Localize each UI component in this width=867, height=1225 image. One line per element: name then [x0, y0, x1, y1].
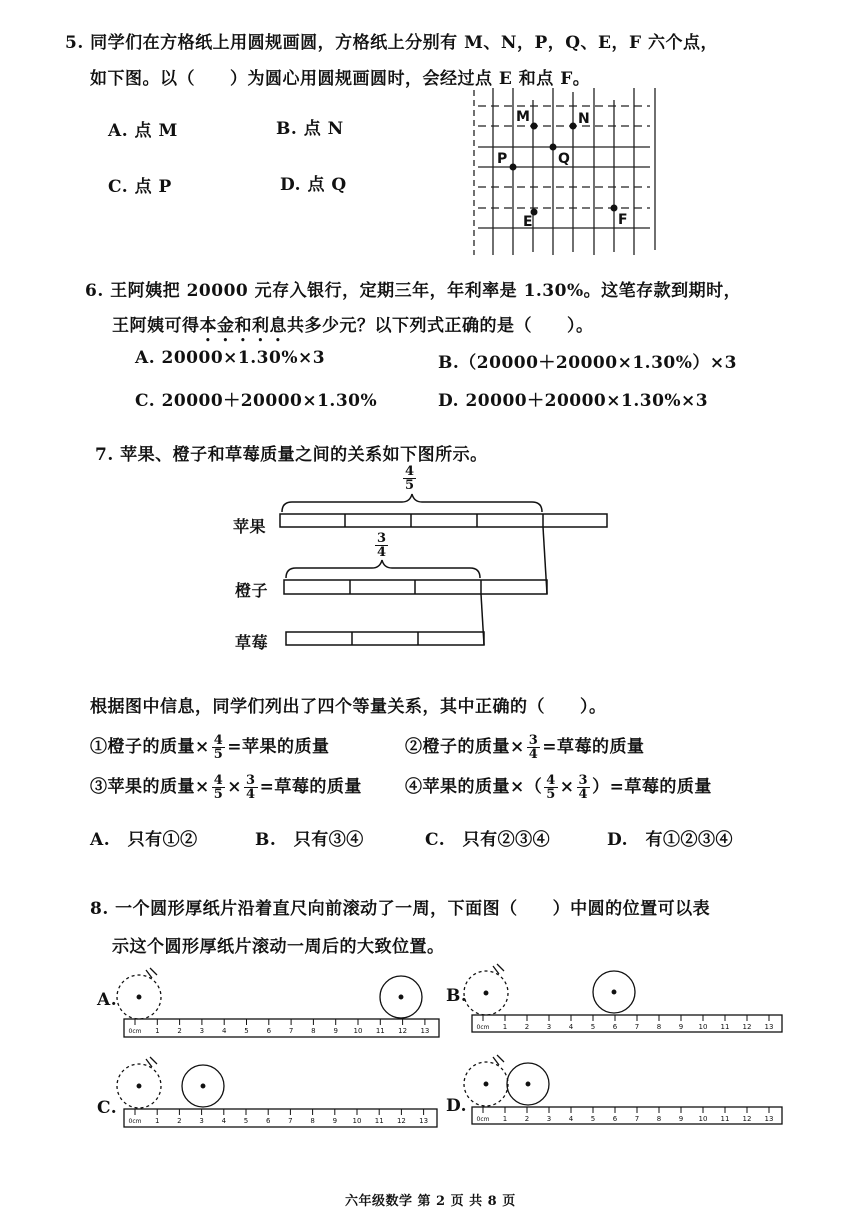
- q7-relation-2[interactable]: ②橙子的质量× $\frac{3}{4}$ =草莓的质量: [405, 733, 645, 762]
- label-q: Q: [558, 151, 570, 167]
- ruler-b-label: 2: [524, 1023, 530, 1031]
- ruler-c-label: 12: [396, 1117, 406, 1125]
- q7-relation-3[interactable]: ③苹果的质量× $\frac{4}{5}$ × $\frac{3}{4}$ =草莓的质量: [90, 773, 362, 802]
- label-e: E: [523, 214, 533, 230]
- q5-option-d[interactable]: D. 点 Q: [280, 175, 347, 195]
- label-n: N: [578, 111, 590, 127]
- q7-option-d[interactable]: D. 有①②③④: [607, 830, 734, 850]
- q7-label-strawberry: 草莓: [235, 633, 269, 652]
- ruler-d-label: 12: [742, 1115, 752, 1123]
- point-p: [510, 164, 517, 171]
- ruler-d-label: 3: [546, 1115, 552, 1123]
- point-n: [570, 123, 577, 130]
- ruler-a-label: 1: [155, 1027, 160, 1035]
- q7-option-b[interactable]: B. 只有③④: [255, 830, 364, 850]
- ruler-c-label: 8: [310, 1117, 315, 1125]
- q8-figure-c: [117, 1057, 437, 1127]
- ruler-a-label: 8: [311, 1027, 316, 1035]
- q5-line2: 如下图。以（ ）为圆心用圆规画圆时，会经过点 E 和点 F。: [90, 69, 591, 89]
- ruler-c-label: 13: [419, 1117, 429, 1125]
- ruler-d-label: 9: [678, 1115, 684, 1123]
- ruler-b-label: 8: [656, 1023, 662, 1031]
- q8-option-d[interactable]: D.: [446, 1096, 468, 1116]
- q7-stem: 7. 苹果、橙子和草莓质量之间的关系如下图所示。: [95, 445, 488, 465]
- q7-option-a[interactable]: A. 只有①②: [90, 830, 198, 850]
- q5-grid: [474, 88, 655, 255]
- ruler-c-label: 7: [288, 1117, 293, 1125]
- q5-option-b[interactable]: B. 点 N: [276, 119, 344, 139]
- ruler-c-label: 11: [374, 1117, 384, 1125]
- q8-option-a[interactable]: A.: [97, 990, 118, 1010]
- ruler-c-label: 6: [265, 1117, 271, 1125]
- ruler-b-label: 4: [568, 1023, 574, 1031]
- q6-line1: 6. 王阿姨把 20000 元存入银行，定期三年，年利率是 1.30%。这笔存款到期时，: [85, 281, 742, 301]
- q7-frac-orange: $\frac{3}{4}$: [377, 531, 387, 560]
- q6-option-d[interactable]: D. 20000＋20000×1.30%×3: [438, 391, 709, 411]
- q7-label-apple: 苹果: [233, 517, 267, 536]
- q7-bar-diagram: [280, 494, 607, 645]
- label-p: P: [497, 151, 508, 167]
- label-f: F: [618, 212, 628, 228]
- ruler-d-label: 13: [764, 1115, 774, 1123]
- ruler-b-label: 9: [678, 1023, 684, 1031]
- ruler-b-label: 1: [502, 1023, 508, 1031]
- ruler-c-label: 1: [154, 1117, 160, 1125]
- q7-question: 根据图中信息，同学们列出了四个等量关系，其中正确的（ ）。: [90, 697, 607, 717]
- ruler-a-label: 0cm: [128, 1028, 142, 1035]
- q8-line1: 8. 一个圆形厚纸片沿着直尺向前滚动了一周，下面图（ ）中圆的位置可以表: [90, 899, 711, 919]
- q7-label-orange: 橙子: [235, 581, 269, 600]
- q6-option-c[interactable]: C. 20000＋20000×1.30%: [135, 391, 378, 411]
- ruler-a-label: 13: [420, 1027, 430, 1035]
- ruler-b-label: 10: [698, 1023, 708, 1031]
- ruler-a-label: 3: [199, 1027, 205, 1035]
- point-q: [550, 144, 557, 151]
- q6-option-b[interactable]: B.（20000＋20000×1.30%）×3: [438, 353, 737, 373]
- page-footer: 六年级数学 第 2 页 共 8 页: [345, 1194, 516, 1209]
- ruler-a-label: 6: [266, 1027, 272, 1035]
- ruler-a-label: 9: [333, 1027, 338, 1035]
- ruler-d-label: 0cm: [476, 1116, 490, 1123]
- q8-figure-d: [464, 1055, 782, 1124]
- ruler-d-label: 7: [634, 1115, 640, 1123]
- q6-option-a[interactable]: A. 20000×1.30%×3: [135, 348, 326, 368]
- ruler-b-label: 12: [742, 1023, 752, 1031]
- ruler-b-label: 11: [720, 1023, 730, 1031]
- ruler-b-label: 0cm: [476, 1024, 490, 1031]
- ruler-b-label: 3: [546, 1023, 552, 1031]
- ruler-c-label: 3: [199, 1117, 204, 1125]
- ruler-c-label: 5: [243, 1117, 249, 1125]
- ruler-a-label: 5: [244, 1027, 249, 1035]
- q6-line2: 王阿姨可得本金和利息共多少元？以下列式正确的是（ ）。: [112, 316, 594, 336]
- ruler-a-label: 7: [288, 1027, 294, 1035]
- ruler-a-label: 12: [398, 1027, 408, 1035]
- ruler-c-label: 0cm: [128, 1118, 142, 1125]
- ruler-d-label: 4: [568, 1115, 574, 1123]
- ruler-a-label: 11: [375, 1027, 385, 1035]
- q7-option-c[interactable]: C. 只有②③④: [425, 830, 551, 850]
- point-f: [611, 205, 618, 212]
- q7-relation-4[interactable]: ④苹果的质量×（ $\frac{4}{5}$ × $\frac{3}{4}$ ）=草莓的质量: [405, 773, 712, 802]
- ruler-c-label: 2: [177, 1117, 182, 1125]
- ruler-b-label: 6: [612, 1023, 618, 1031]
- q8-figure-a: [117, 968, 439, 1037]
- ruler-b-label: 7: [634, 1023, 640, 1031]
- q7-relation-1[interactable]: ①橙子的质量× $\frac{4}{5}$ =苹果的质量: [90, 733, 330, 762]
- q7-frac-apple: $\frac{4}{5}$: [405, 464, 415, 493]
- ruler-a-label: 2: [177, 1027, 182, 1035]
- ruler-c-label: 9: [332, 1117, 338, 1125]
- q8-figure-b: [464, 964, 782, 1032]
- ruler-b-label: 13: [764, 1023, 774, 1031]
- ruler-c-label: 10: [352, 1117, 362, 1125]
- label-m: M: [516, 109, 530, 125]
- ruler-a-label: 10: [353, 1027, 363, 1035]
- ruler-b-label: 5: [590, 1023, 596, 1031]
- ruler-d-label: 8: [656, 1115, 662, 1123]
- point-m: [531, 123, 538, 130]
- q8-option-c[interactable]: C.: [97, 1098, 118, 1118]
- q5-option-a[interactable]: A. 点 M: [108, 121, 178, 141]
- q5-line1: 5. 同学们在方格纸上用圆规画圆，方格纸上分别有 M、N，P，Q、E，F 六个点，: [65, 33, 718, 53]
- ruler-d-label: 5: [590, 1115, 596, 1123]
- ruler-c-label: 4: [221, 1117, 227, 1125]
- ruler-a-label: 4: [221, 1027, 227, 1035]
- q6-emphasis: 本金和利息: [199, 316, 287, 336]
- q8-option-b[interactable]: B.: [446, 986, 468, 1006]
- ruler-d-label: 10: [698, 1115, 708, 1123]
- ruler-d-label: 11: [720, 1115, 730, 1123]
- q8-line2: 示这个圆形厚纸片滚动一周后的大致位置。: [112, 937, 445, 957]
- q5-points: [510, 123, 618, 216]
- ruler-d-label: 1: [502, 1115, 508, 1123]
- ruler-d-label: 6: [612, 1115, 618, 1123]
- q5-option-c[interactable]: C. 点 P: [108, 177, 172, 197]
- ruler-d-label: 2: [524, 1115, 530, 1123]
